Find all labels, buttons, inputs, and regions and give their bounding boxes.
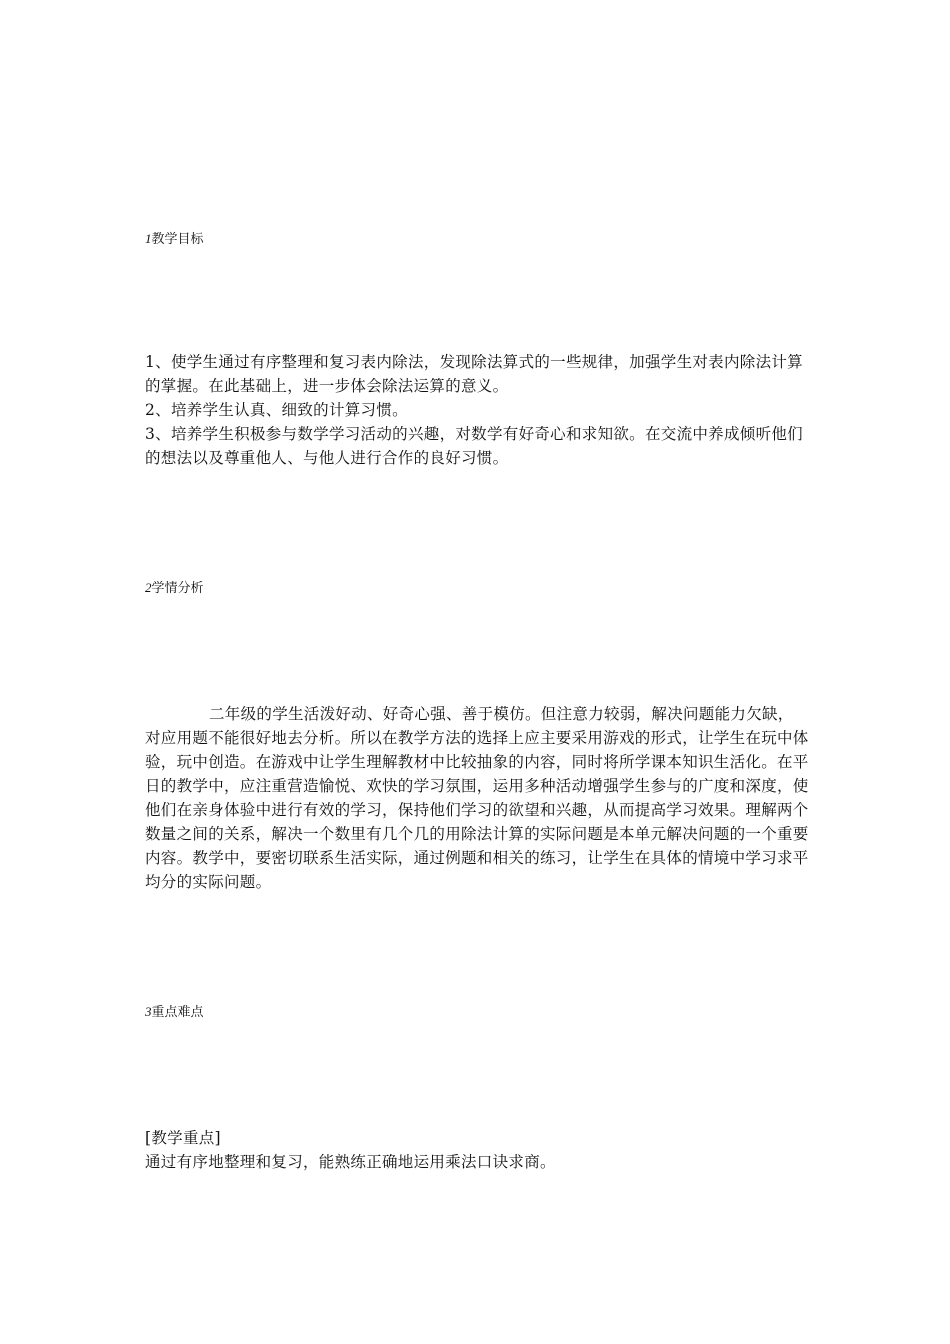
key-point-label: [教学重点] xyxy=(145,1129,221,1147)
section-title: 重点难点 xyxy=(151,1005,204,1020)
section-number: 2 xyxy=(145,580,152,595)
key-point-text: 通过有序地整理和复习，能熟练正确地运用乘法口诀求商。 xyxy=(145,1153,556,1171)
objective-item-2: 2、培养学生认真、细致的计算习惯。 xyxy=(145,401,408,419)
section-heading-key-points xyxy=(145,1004,204,1021)
section-body-analysis xyxy=(145,702,809,894)
analysis-paragraph: 二年级的学生活泼好动、好奇心强、善于模仿。但注意力较弱，解决问题能力欠缺，对应用题不能很好地去分析。所以在教学方法的选择上应主要采用游戏的形式，让学生在玩中体验，玩中创造。在游戏中让学生理解教材中比较抽象的内容，同时将所学课本知识生活化。在平日的教学中，应注重营造愉悦、欢快的学习氛围，运用多种活动增强学生参与的广度和深度，使他们在亲身体验中进行有效的学习，保持他们学习的欲望和兴趣，从而提高学习效果。理解两个数量之间的关系，解决一个数里有几个几的用除法计算的实际问题是本单元解决问题的一个重要内容。教学中，要密切联系生活实际，通过例题和相关的练习，让学生在具体的情境中学习求平均分的实际问题。 xyxy=(145,705,809,891)
section-number: 1 xyxy=(145,231,152,246)
section-body-key-points xyxy=(145,1126,809,1174)
section-heading-objectives xyxy=(145,231,204,248)
section-title: 教学目标 xyxy=(151,232,204,247)
section-title: 学情分析 xyxy=(151,581,204,596)
objective-item-1: 1、使学生通过有序整理和复习表内除法，发现除法算式的一些规律，加强学生对表内除法计算的掌握。在此基础上，进一步体会除法运算的意义。 xyxy=(145,353,803,395)
section-body-objectives xyxy=(145,350,809,470)
objective-item-3: 3、培养学生积极参与数学学习活动的兴趣，对数学有好奇心和求知欲。在交流中养成倾听他们的想法以及尊重他人、与他人进行合作的良好习惯。 xyxy=(145,425,803,467)
section-heading-analysis xyxy=(145,580,204,597)
section-number: 3 xyxy=(145,1004,152,1019)
